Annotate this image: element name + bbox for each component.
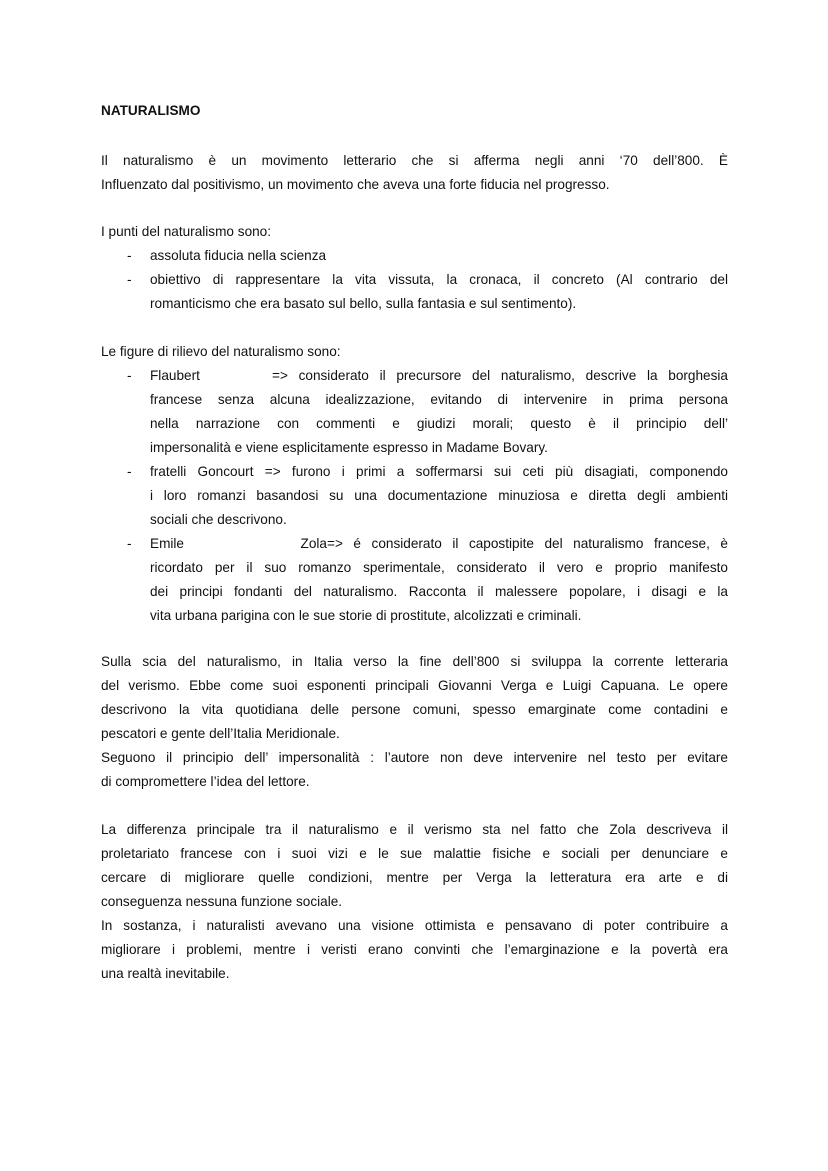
- text-line: francese senza alcuna idealizzazione, evitando di intervenire in prima persona: [150, 392, 728, 407]
- text-line: pescatori e gente dell’Italia Meridionale.: [101, 726, 340, 741]
- text-line: sociali che descrivono.: [150, 512, 287, 527]
- line-text: => é considerato il capostipite del naturalismo francese, è: [327, 536, 728, 551]
- text-line: Sulla scia del naturalismo, in Italia verso la fine dell’800 si sviluppa la corrente letteraria: [101, 654, 728, 669]
- paragraph: [101, 220, 728, 244]
- text-line: una realtà inevitabile.: [101, 966, 230, 981]
- text-line: ricordato per il suo romanzo sperimentale, considerato il vero e proprio manifesto: [150, 560, 728, 575]
- text-line: Il naturalismo è un movimento letterario che si afferma negli anni ‘70 dell’800. È: [101, 153, 728, 168]
- bullet-dash: -: [127, 368, 132, 383]
- text-line: In sostanza, i naturalisti avevano una visione ottimista e pensavano di poter contribuire a: [101, 918, 728, 933]
- text-line: descrivono la vita quotidiana delle persone comuni, spesso emarginate come contadini e: [101, 702, 728, 717]
- text-line: vita urbana parigina con le sue storie di prostitute, alcolizzati e criminali.: [150, 608, 582, 623]
- text-line: di compromettere l’idea del lettore.: [101, 774, 310, 789]
- list-item: [101, 268, 728, 316]
- text-line: nella narrazione con commenti e giudizi morali; questo è il principio dell’: [150, 416, 728, 431]
- text-line: romanticismo che era basato sul bello, sulla fantasia e sul sentimento).: [150, 296, 577, 311]
- bullet-dash: -: [127, 536, 132, 551]
- text-line: Seguono il principio dell’ impersonalità : l’autore non deve intervenire nel testo per evitare: [101, 750, 728, 765]
- list-item: [101, 364, 728, 460]
- text-line: fratelli Goncourt => furono i primi a soffermarsi sui ceti più disagiati, componendo: [150, 464, 728, 479]
- list-item: [101, 532, 728, 628]
- text-line: dei principi fondanti del naturalismo. Racconta il malessere popolare, i disagi e la: [150, 584, 728, 599]
- document-title: NATURALISMO: [101, 103, 201, 118]
- text-line: [101, 364, 728, 388]
- text-line: cercare di migliorare quelle condizioni, mentre per Verga la letteratura era arte e di: [101, 870, 728, 885]
- text-line: I punti del naturalismo sono:: [101, 224, 272, 239]
- text-line: Influenzato dal positivismo, un movimento che aveva una forte fiducia nel progresso.: [101, 177, 610, 192]
- text-line: Le figure di rilievo del naturalismo sono:: [101, 344, 341, 359]
- text-line: migliorare i problemi, mentre i veristi erano convinti che l’emarginazione e la povertà era: [101, 942, 728, 957]
- text-line: La differenza principale tra il naturalismo e il verismo sta nel fatto che Zola descriveva il: [101, 822, 728, 837]
- paragraph: [101, 914, 728, 986]
- bullet-dash: -: [127, 272, 132, 287]
- text-line: [101, 532, 728, 556]
- paragraph: [101, 340, 728, 364]
- list-item: [101, 244, 728, 268]
- text-line: conseguenza nessuna funzione sociale.: [101, 894, 343, 909]
- text-line: impersonalità e viene esplicitamente espresso in Madame Bovary.: [150, 440, 548, 455]
- list-item: [101, 460, 728, 532]
- text-line: del verismo. Ebbe come suoi esponenti principali Giovanni Verga e Luigi Capuana. Le opere: [101, 678, 728, 693]
- text-line: obiettivo di rappresentare la vita vissuta, la cronaca, il concreto (Al contrario del: [150, 272, 728, 287]
- bullet-dash: -: [127, 248, 132, 263]
- text-line: assoluta fiducia nella scienza: [150, 248, 327, 263]
- author-name: Emile Zola: [150, 536, 327, 551]
- bullet-dash: -: [127, 464, 132, 479]
- text-line: i loro romanzi basandosi su una documentazione minuziosa e diretta degli ambienti: [150, 488, 728, 503]
- text-line: proletariato francese con i suoi vizi e le sue malattie fisiche e sociali per denunciare e: [101, 846, 728, 861]
- paragraph: [101, 149, 728, 197]
- paragraph: [101, 746, 728, 794]
- author-name: Flaubert: [150, 368, 200, 383]
- line-text: => considerato il precursore del naturalismo, descrive la borghesia: [272, 368, 728, 383]
- paragraph: [101, 818, 728, 914]
- paragraph: [101, 650, 728, 746]
